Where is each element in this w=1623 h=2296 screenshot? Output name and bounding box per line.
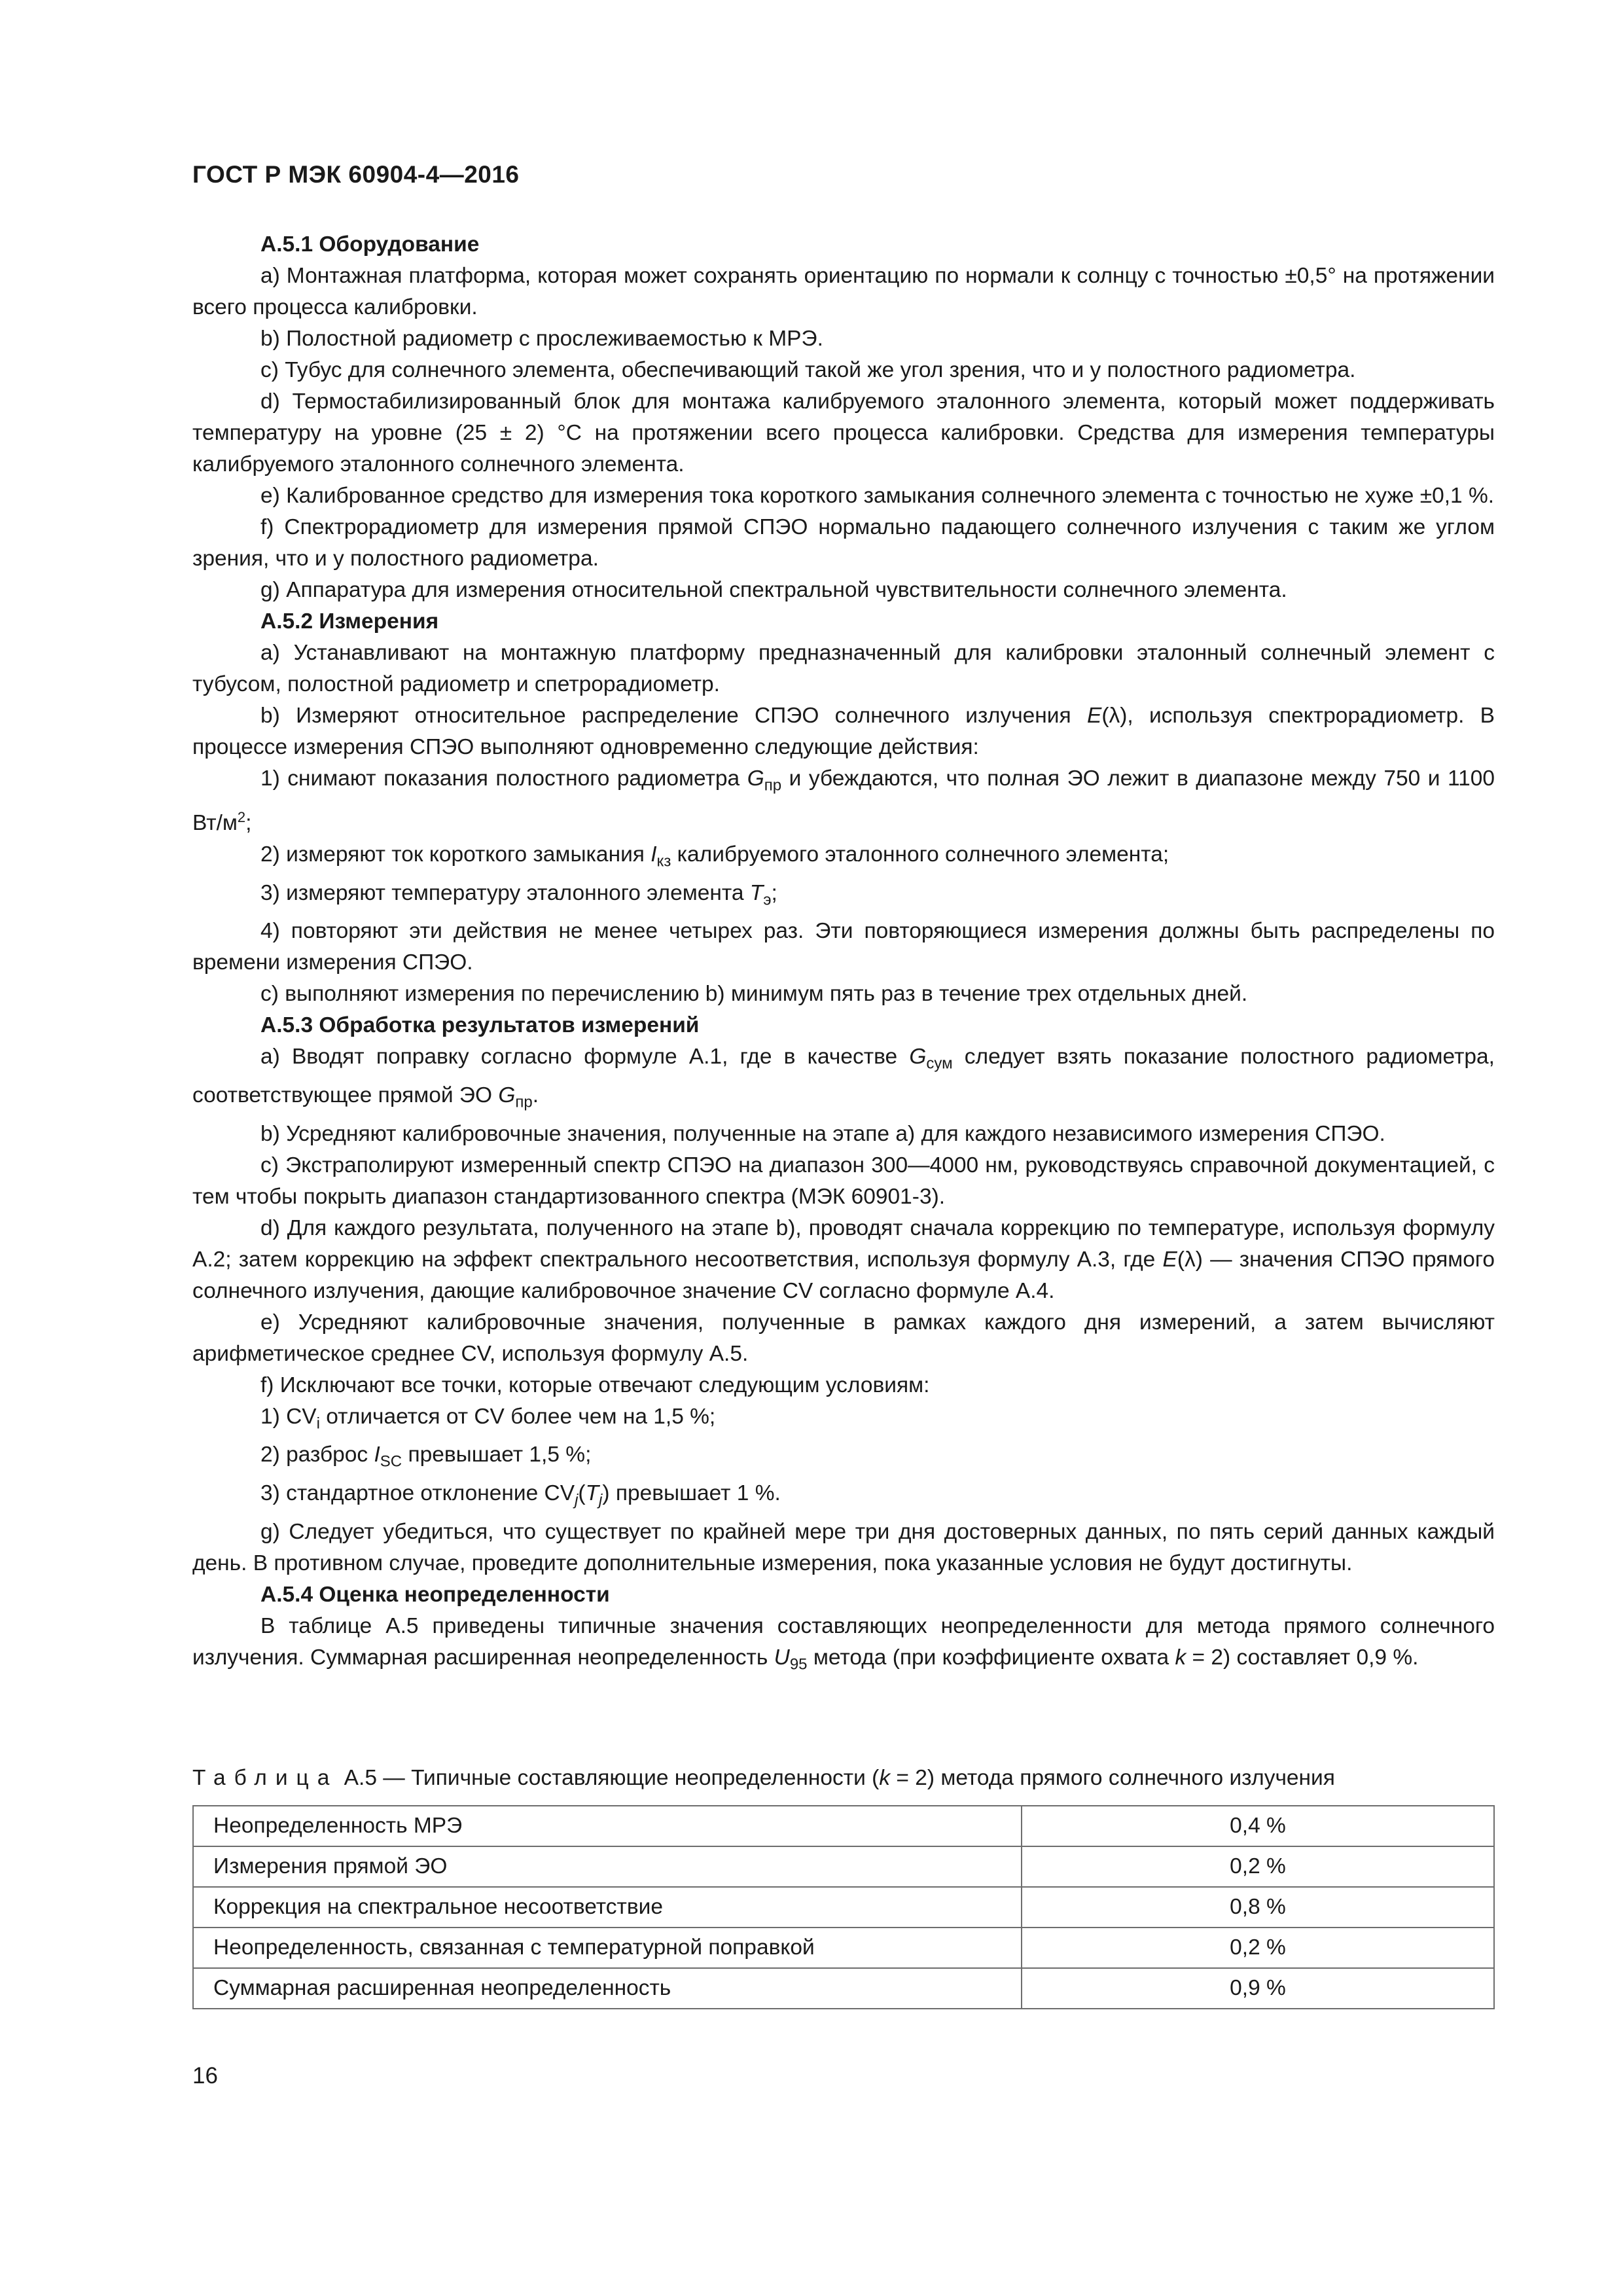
a53-item-e: e) Усредняют калибровочные значения, полученные в рамках каждого дня измерений, а затем вычисляют арифметическое среднее CV, используя формулу А.5. bbox=[192, 1310, 1495, 1366]
subscript: пр bbox=[764, 776, 782, 795]
text-span: А.5 — Типичные составляющие неопределенности ( bbox=[338, 1766, 880, 1790]
text-span: метода (при коэффициенте охвата bbox=[807, 1645, 1175, 1670]
symbol: k bbox=[879, 1766, 891, 1790]
section-heading-a52: А.5.2 Измерения bbox=[260, 609, 439, 634]
text-span: ( bbox=[578, 1480, 586, 1505]
subscript: кз bbox=[656, 852, 671, 870]
text-span: 3) измеряют температуру эталонного элемента bbox=[260, 880, 750, 905]
caption-label: Таблица bbox=[192, 1766, 338, 1790]
page-number: 16 bbox=[192, 2063, 218, 2089]
text-span: В таблице А.5 приведены типичные значения составляющих неопределенности для метода прямого солнечного излучения. Суммарная расширенная неопределенность bbox=[192, 1613, 1495, 1670]
text-span: (λ) bbox=[1177, 1247, 1203, 1272]
text-span: следует взять показание полостного радиометра, соответствующее прямой ЭО bbox=[192, 1045, 1495, 1107]
a51-item-e: e) Калиброванное средство для измерения тока короткого замыкания солнечного элемента с точностью не хуже ±0,1 %. bbox=[260, 484, 1495, 508]
text-span: ; bbox=[245, 810, 252, 835]
table-cell-value: 0,8 % bbox=[1022, 1887, 1494, 1928]
table-cell-name: Неопределенность МРЭ bbox=[193, 1806, 1022, 1846]
table-row bbox=[193, 1806, 1494, 1846]
symbol: G bbox=[498, 1083, 516, 1107]
text-span: (λ) bbox=[1101, 704, 1128, 728]
superscript: 2 bbox=[237, 808, 246, 825]
table-row bbox=[193, 1928, 1494, 1968]
table-row bbox=[193, 1887, 1494, 1928]
text-span: b) Измеряют относительное распределение СПЭО солнечного излучения bbox=[260, 704, 1087, 728]
a52-step-1 bbox=[192, 763, 1495, 839]
a53-item-b: b) Усредняют калибровочные значения, полученные на этапе a) для каждого независимого измерения СПЭО. bbox=[260, 1121, 1385, 1146]
symbol: k bbox=[1175, 1645, 1186, 1670]
a53-item-a bbox=[192, 1041, 1495, 1118]
text-span: 1) CV bbox=[260, 1404, 317, 1429]
uncertainty-table bbox=[192, 1805, 1495, 2009]
table-cell-value: 0,2 % bbox=[1022, 1846, 1494, 1887]
table-cell-value: 0,9 % bbox=[1022, 1968, 1494, 2009]
a52-item-b bbox=[192, 700, 1495, 763]
text-span: превышает 1,5 %; bbox=[402, 1443, 592, 1467]
text-span: 2) разброс bbox=[260, 1443, 374, 1467]
text-span: ; bbox=[771, 880, 777, 905]
text-span: a) Вводят поправку согласно формуле А.1, где в качестве bbox=[260, 1045, 910, 1069]
symbol: T bbox=[749, 880, 764, 905]
a53-item-g: g) Следует убедиться, что существует по крайней мере три дня достоверных данных, по пять серий данных каждый день. В противном случае, проведите дополнительные измерения, пока указанные условия не будут достигнуты. bbox=[192, 1519, 1495, 1575]
table-caption bbox=[192, 1763, 1495, 1794]
table-row bbox=[193, 1968, 1494, 2009]
document-body bbox=[192, 229, 1495, 1680]
table-cell-value: 0,2 % bbox=[1022, 1928, 1494, 1968]
a51-item-f: f) Спектрорадиометр для измерения прямой СПЭО нормально падающего солнечного излучения с таким же углом зрения, что и у полостного радиометра. bbox=[192, 515, 1495, 571]
symbol: I bbox=[651, 842, 657, 867]
text-span: 2) измеряют ток короткого замыкания bbox=[260, 842, 651, 867]
a53-condition-1 bbox=[192, 1401, 1495, 1440]
symbol: U bbox=[774, 1645, 790, 1670]
symbol: G bbox=[909, 1045, 927, 1069]
subscript: i bbox=[316, 1414, 320, 1433]
section-heading-a53: А.5.3 Обработка результатов измерений bbox=[260, 1013, 700, 1038]
text-span: — значения СПЭО прямого солнечного излучения, дающие калибровочное значение CV согласно формуле А.4. bbox=[192, 1247, 1495, 1303]
subscript: 95 bbox=[789, 1655, 808, 1674]
table-cell-name: Неопределенность, связанная с температурной поправкой bbox=[193, 1928, 1022, 1968]
text-span: , используя спектрорадиометр. В процессе измерения СПЭО выполняют одновременно следующие действия: bbox=[192, 704, 1495, 759]
a52-step-4: 4) повторяют эти действия не менее четырех раз. Эти повторяющиеся измерения должны быть распределены по времени измерения СПЭО. bbox=[192, 919, 1495, 975]
symbol: E bbox=[1162, 1247, 1177, 1272]
a53-item-d bbox=[192, 1213, 1495, 1307]
text-span: d) Для каждого результата, полученного на этапе b), проводят сначала коррекцию по температуре, используя формулу А.2; затем коррекцию на эффект спектрального несоответствия, используя формулу А.3, где bbox=[192, 1215, 1495, 1272]
table-cell-name: Суммарная расширенная неопределенность bbox=[193, 1968, 1022, 2009]
table-cell-name: Измерения прямой ЭО bbox=[193, 1846, 1022, 1887]
a52-item-a: a) Устанавливают на монтажную платформу предназначенный для калибровки эталонный солнечный элемент с тубусом, полостной радиометр и спетрорадиометр. bbox=[192, 641, 1495, 696]
a54-paragraph bbox=[192, 1611, 1495, 1681]
a52-step-3 bbox=[192, 878, 1495, 916]
a51-item-g: g) Аппаратура для измерения относительной спектральной чувствительности солнечного элемента. bbox=[260, 578, 1287, 602]
a53-condition-2 bbox=[192, 1439, 1495, 1478]
a51-item-c: c) Тубус для солнечного элемента, обеспечивающий такой же угол зрения, что и у полостного радиометра. bbox=[260, 358, 1356, 382]
section-heading-a54: А.5.4 Оценка неопределенности bbox=[260, 1582, 610, 1607]
symbol: j bbox=[575, 1491, 579, 1509]
a53-item-f: f) Исключают все точки, которые отвечают следующим условиям: bbox=[260, 1372, 930, 1397]
a51-item-d: d) Термостабилизированный блок для монтажа калибруемого эталонного элемента, который может поддерживать температуру на уровне (25 ± 2) °С на протяжении всего процесса калибровки. Средства для измерения температуры калибруемого эталонного солнечного элемента. bbox=[192, 389, 1495, 476]
symbol: T bbox=[585, 1480, 599, 1505]
text-span: = 2) метода прямого солнечного излучения bbox=[890, 1766, 1335, 1790]
a52-item-c: c) выполняют измерения по перечислению b) минимум пять раз в течение трех отдельных дней. bbox=[260, 982, 1248, 1007]
a52-step-2 bbox=[192, 839, 1495, 878]
document-header: ГОСТ Р МЭК 60904-4—2016 bbox=[192, 161, 520, 188]
symbol: E bbox=[1086, 704, 1102, 728]
a53-condition-3 bbox=[192, 1478, 1495, 1516]
text-span: калибруемого эталонного солнечного элемента; bbox=[671, 842, 1169, 867]
symbol: G bbox=[747, 766, 764, 791]
a53-item-c: c) Экстраполируют измеренный спектр СПЭО на диапазон 300—4000 нм, руководствуясь справочной документацией, с тем чтобы покрыть диапазон стандартизованного спектра (МЭК 60901-3). bbox=[192, 1153, 1495, 1209]
symbol: j bbox=[599, 1491, 603, 1509]
subscript: пр bbox=[515, 1093, 533, 1111]
a51-item-a: a) Монтажная платформа, которая может сохранять ориентацию по нормали к солнцу с точностью ±0,5° на протяжении всего процесса калибровки. bbox=[192, 264, 1495, 319]
table-cell-name: Коррекция на спектральное несоответствие bbox=[193, 1887, 1022, 1928]
symbol: I bbox=[374, 1443, 380, 1467]
subscript: SC bbox=[380, 1452, 402, 1471]
text-span: и убеждаются, что полная ЭО лежит в диапазоне между 750 и 1100 Вт/м bbox=[192, 766, 1495, 835]
subscript: э bbox=[763, 891, 772, 909]
section-heading-a51: А.5.1 Оборудование bbox=[260, 232, 480, 257]
a51-item-b: b) Полостной радиометр с прослеживаемостью к МРЭ. bbox=[260, 327, 823, 351]
text-span: 3) стандартное отклонение CV bbox=[260, 1480, 575, 1505]
subscript: сум bbox=[926, 1054, 953, 1073]
text-span: 1) снимают показания полостного радиометра bbox=[260, 766, 747, 791]
text-span: ) превышает 1 %. bbox=[602, 1480, 781, 1505]
table-row bbox=[193, 1846, 1494, 1887]
text-span: = 2) составляет 0,9 %. bbox=[1186, 1645, 1419, 1670]
table-cell-value: 0,4 % bbox=[1022, 1806, 1494, 1846]
text-span: отличается от CV более чем на 1,5 %; bbox=[319, 1404, 716, 1429]
text-span: . bbox=[532, 1083, 539, 1107]
